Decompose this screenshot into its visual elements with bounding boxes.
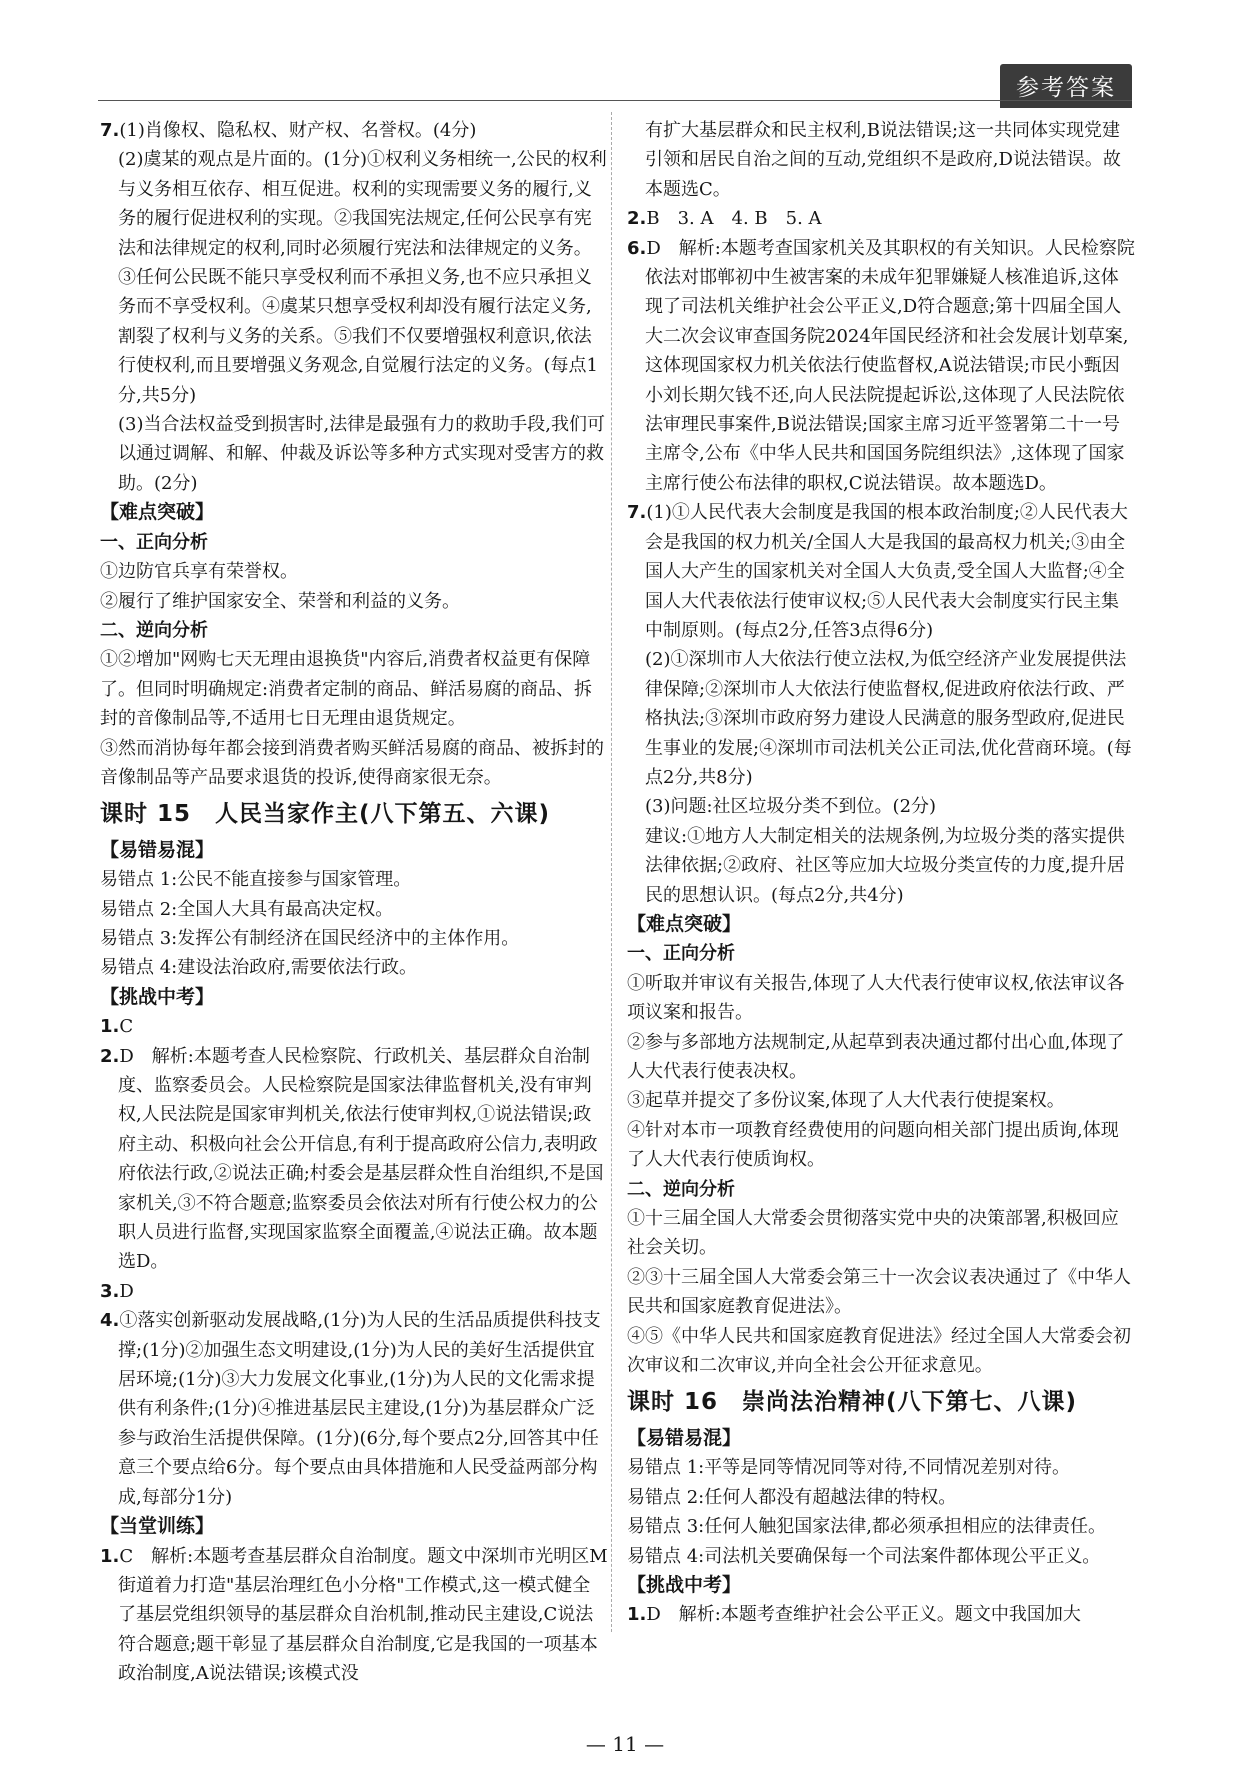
answer-item xyxy=(100,1542,608,1689)
section-heading xyxy=(100,836,608,865)
block-text: 【挑战中考】 xyxy=(627,1573,742,1596)
item-number: 7. xyxy=(100,120,120,141)
paragraph xyxy=(627,1322,1135,1381)
block-text: 易错点 1:公民不能直接参与国家管理。 xyxy=(100,869,412,891)
section-heading xyxy=(100,498,608,527)
block-text: ②参与多部地方法规制定,从起草到表决通过都付出心血,体现了人大代表行使表决权。 xyxy=(627,1031,1125,1082)
paragraph xyxy=(100,924,608,953)
answer-item xyxy=(627,204,1135,233)
answer-item xyxy=(100,1277,608,1306)
block-text: B 3. A 4. B 5. A xyxy=(646,208,822,230)
subsection-heading xyxy=(100,528,608,557)
block-text: 建议:①地方人大制定相关的法规条例,为垃圾分类的落实提供法律依据;②政府、社区等应加大垃圾分类宣传的力度,提升居民的思想认识。(每点2分,共4分) xyxy=(645,825,1125,906)
block-text: ①十三届全国人大常委会贯彻落实党中央的决策部署,积极回应社会关切。 xyxy=(627,1208,1119,1259)
indented-paragraph xyxy=(627,116,1135,204)
paragraph xyxy=(100,645,608,733)
item-number: 2. xyxy=(627,208,647,230)
answer-item xyxy=(100,1012,608,1041)
answer-item xyxy=(627,498,1135,645)
block-text: ④针对本市一项教育经费使用的问题向相关部门提出质询,体现了人大代表行使质询权。 xyxy=(627,1119,1119,1171)
block-text: 易错点 2:任何人都没有超越法律的特权。 xyxy=(627,1486,957,1508)
item-number: 6. xyxy=(627,237,647,259)
section-heading xyxy=(100,1512,608,1541)
lesson-title xyxy=(100,800,608,829)
block-text: ③起草并提交了多份议案,体现了人大代表行使提案权。 xyxy=(627,1090,1065,1112)
paragraph xyxy=(627,1263,1135,1322)
item-number: 7. xyxy=(627,502,647,524)
item-number: 4. xyxy=(100,1310,120,1332)
answer-item xyxy=(100,1042,608,1277)
block-text: C xyxy=(119,1016,134,1038)
item-number: 2. xyxy=(100,1045,120,1067)
subsection-heading xyxy=(100,616,608,645)
block-text: (2)虞某的观点是片面的。(1分)①权利义务相统一,公民的权利与义务相互依存、相互促进。权利的实现需要义务的履行,义务的履行促进权利的实现。②我国宪法规定,任何公民享有宪法和法律规定的权利,同时必须履行宪法和法律规定的义务。③任何公民既不能只享受权利而不承担义务,也不应只承担义务而不享受权利。④虞某只想享受权利却没有履行法定义务,割裂了权利与义务的关系。⑤我们不仅要增强权利意识,依法行使权利,而且要增强义务观念,自觉履行法定的义务。(每点1分,共5分) xyxy=(118,149,607,406)
block-text: 【易错易混】 xyxy=(627,1426,742,1449)
block-text: 易错点 4:建设法治政府,需要依法行政。 xyxy=(100,957,417,979)
block-text: (3)当合法权益受到损害时,法律是最强有力的救助手段,我们可以通过调解、和解、仲裁及诉讼等多种方式实现对受害方的救助。(2分) xyxy=(118,414,605,494)
item-number: 1. xyxy=(627,1604,647,1626)
block-text: 一、正向分析 xyxy=(100,531,208,553)
subsection-heading xyxy=(627,939,1135,968)
section-heading xyxy=(627,910,1135,939)
section-heading xyxy=(100,983,608,1012)
left-column xyxy=(100,116,608,1689)
block-text: ④⑤《中华人民共和国家庭教育促进法》经过全国人大常委会初次审议和二次审议,并向全社会公开征求意见。 xyxy=(627,1325,1131,1377)
paragraph xyxy=(627,1116,1135,1175)
answer-item xyxy=(627,234,1135,499)
indented-paragraph xyxy=(627,822,1135,910)
block-text: ①②增加"网购七天无理由退换货"内容后,消费者权益更有保障了。但同时明确规定:消费者定制的商品、鲜活易腐的商品、拆封的音像制品等,不适用七日无理由退货规定。 xyxy=(100,649,593,730)
block-text: 易错点 2:全国人大具有最高决定权。 xyxy=(100,898,394,920)
item-number: 3. xyxy=(100,1280,120,1302)
block-text: 【难点突破】 xyxy=(100,501,215,524)
paragraph xyxy=(100,953,608,982)
paragraph xyxy=(627,1028,1135,1087)
paragraph xyxy=(100,734,608,793)
block-text: (1)①人民代表大会制度是我国的根本政治制度;②人民代表大会是我国的权力机关/全国人大是我国的最高权力机关;③由全国人大产生的国家机关对全国人大负责,受全国人大监督;④全国人大代表依法行使审议权;⑤人民代表大会制度实行民主集中制原则。(每点2分,任答3点得6分) xyxy=(645,502,1128,641)
block-text: 【难点突破】 xyxy=(627,912,742,935)
block-text: 易错点 3:发挥公有制经济在国民经济中的主体作用。 xyxy=(100,927,520,949)
block-text: D 解析:本题考查人民检察院、行政机关、基层群众自治制度、监察委员会。人民检察院是国家法律监督机关,没有审判权,人民法院是国家审判机关,依法行使审判权,①说法错误;政府主动、积极向社会公开信息,有利于提高政府公信力,表明政府依法行政,②说法正确;村委会是基层群众性自治组织,不是国家机关,③不符合题意;监察委员会依法对所有行使公权力的公职人员进行监督,实现国家监察全面覆盖,④说法正确。故本题选D。 xyxy=(118,1045,604,1273)
answer-item xyxy=(100,1306,608,1512)
answer-item xyxy=(100,116,608,145)
right-column xyxy=(627,116,1135,1630)
column-divider xyxy=(611,112,612,1632)
header-rule xyxy=(98,100,1132,101)
block-text: D 解析:本题考查维护社会公平正义。题文中我国加大 xyxy=(646,1604,1081,1626)
block-text: 二、逆向分析 xyxy=(627,1178,735,1200)
block-text: (1)肖像权、隐私权、财产权、名誉权。(4分) xyxy=(119,120,477,141)
answer-key-tab: 参考答案 xyxy=(1000,64,1132,108)
page-number: — 11 — xyxy=(585,1732,665,1756)
paragraph xyxy=(100,557,608,586)
block-text: 易错点 3:任何人触犯国家法律,都必须承担相应的法律责任。 xyxy=(627,1516,1106,1538)
block-text: ①边防官兵享有荣誉权。 xyxy=(100,561,298,583)
paragraph xyxy=(627,1453,1135,1482)
indented-paragraph xyxy=(100,410,608,498)
paragraph xyxy=(100,865,608,894)
block-text: 易错点 4:司法机关要确保每一个司法案件都体现公平正义。 xyxy=(627,1545,1101,1567)
section-heading xyxy=(627,1571,1135,1600)
block-text: 一、正向分析 xyxy=(627,943,735,965)
paragraph xyxy=(100,587,608,616)
block-text: ③然而消协每年都会接到消费者购买鲜活易腐的商品、被拆封的音像制品等产品要求退货的投诉,使得商家很无奈。 xyxy=(100,737,604,788)
block-text: D 解析:本题考查国家机关及其职权的有关知识。人民检察院依法对邯郸初中生被害案的未成年犯罪嫌疑人核准追诉,这体现了司法机关维护社会公平正义,D符合题意;第十四届全国人大二次会议审查国务院2024年国民经济和社会发展计划草案,这体现国家权力机关依法行使监督权,A说法错误;市民小甄因小刘长期欠钱不还,向人民法院提起诉讼,这体现了人民法院依法审理民事案件,B说法错误;国家主席习近平签署第二十一号主席令,公布《中华人民共和国国务院组织法》,这体现了国家主席行使公布法律的职权,C说法错误。故本题选D。 xyxy=(645,237,1135,494)
block-text: 【挑战中考】 xyxy=(100,985,215,1008)
paragraph xyxy=(627,1086,1135,1115)
paragraph xyxy=(100,895,608,924)
paragraph xyxy=(627,1483,1135,1512)
item-number: 1. xyxy=(100,1545,120,1567)
block-text: 【易错易混】 xyxy=(100,838,215,861)
item-number: 1. xyxy=(100,1016,120,1038)
block-text: (2)①深圳市人大依法行使立法权,为低空经济产业发展提供法律保障;②深圳市人大依法行使监督权,促进政府依法行政、严格执法;③深圳市政府努力建设人民满意的服务型政府,促进民生事业的发展;④深圳市司法机关公正司法,优化营商环境。(每点2分,共8分) xyxy=(645,649,1132,788)
block-text: ②履行了维护国家安全、荣誉和利益的义务。 xyxy=(100,590,460,612)
block-text: 易错点 1:平等是同等情况同等对待,不同情况差别对待。 xyxy=(627,1457,1070,1479)
block-text: C 解析:本题考查基层群众自治制度。题文中深圳市光明区M街道着力打造"基层治理红色小分格"工作模式,这一模式健全了基层党组织领导的基层群众自治机制,推动民主建设,C说法符合题意;题干彰显了基层群众自治制度,它是我国的一项基本政治制度,A说法错误;该模式没 xyxy=(118,1545,608,1685)
indented-paragraph xyxy=(627,645,1135,792)
block-text: D xyxy=(119,1280,134,1302)
block-text: 课时 15 人民当家作主(八下第五、六课) xyxy=(100,801,551,828)
paragraph xyxy=(627,1204,1135,1263)
lesson-title xyxy=(627,1388,1135,1417)
section-heading xyxy=(627,1424,1135,1453)
block-text: 有扩大基层群众和民主权利,B说法错误;这一共同体实现党建引领和居民自治之间的互动,党组织不是政府,D说法错误。故本题选C。 xyxy=(645,120,1121,200)
block-text: ①听取并审议有关报告,体现了人大代表行使审议权,依法审议各项议案和报告。 xyxy=(627,972,1125,1024)
block-text: ①落实创新驱动发展战略,(1分)为人民的生活品质提供科技支撑;(1分)②加强生态文明建设,(1分)为人民的美好生活提供宜居环境;(1分)③大力发展文化事业,(1分)为人民的文化需求提供有利条件;(1分)④推进基层民主建设,(1分)为基层群众广泛参与政治生活提供保障。(1分)(6分,每个要点2分,回答其中任意三个要点给6分。每个要点由具体措施和人民受益两部分构成,每部分1分) xyxy=(118,1310,601,1508)
block-text: 二、逆向分析 xyxy=(100,619,208,641)
paragraph xyxy=(627,1512,1135,1541)
paragraph xyxy=(627,1542,1135,1571)
paragraph xyxy=(627,969,1135,1028)
block-text: 课时 16 崇尚法治精神(八下第七、八课) xyxy=(627,1389,1078,1416)
answer-item xyxy=(627,1600,1135,1629)
indented-paragraph xyxy=(627,792,1135,821)
indented-paragraph xyxy=(100,145,608,410)
block-text: ②③十三届全国人大常委会第三十一次会议表决通过了《中华人民共和国家庭教育促进法》。 xyxy=(627,1266,1131,1318)
block-text: 【当堂训练】 xyxy=(100,1515,215,1538)
block-text: (3)问题:社区垃圾分类不到位。(2分) xyxy=(645,796,937,818)
subsection-heading xyxy=(627,1175,1135,1204)
